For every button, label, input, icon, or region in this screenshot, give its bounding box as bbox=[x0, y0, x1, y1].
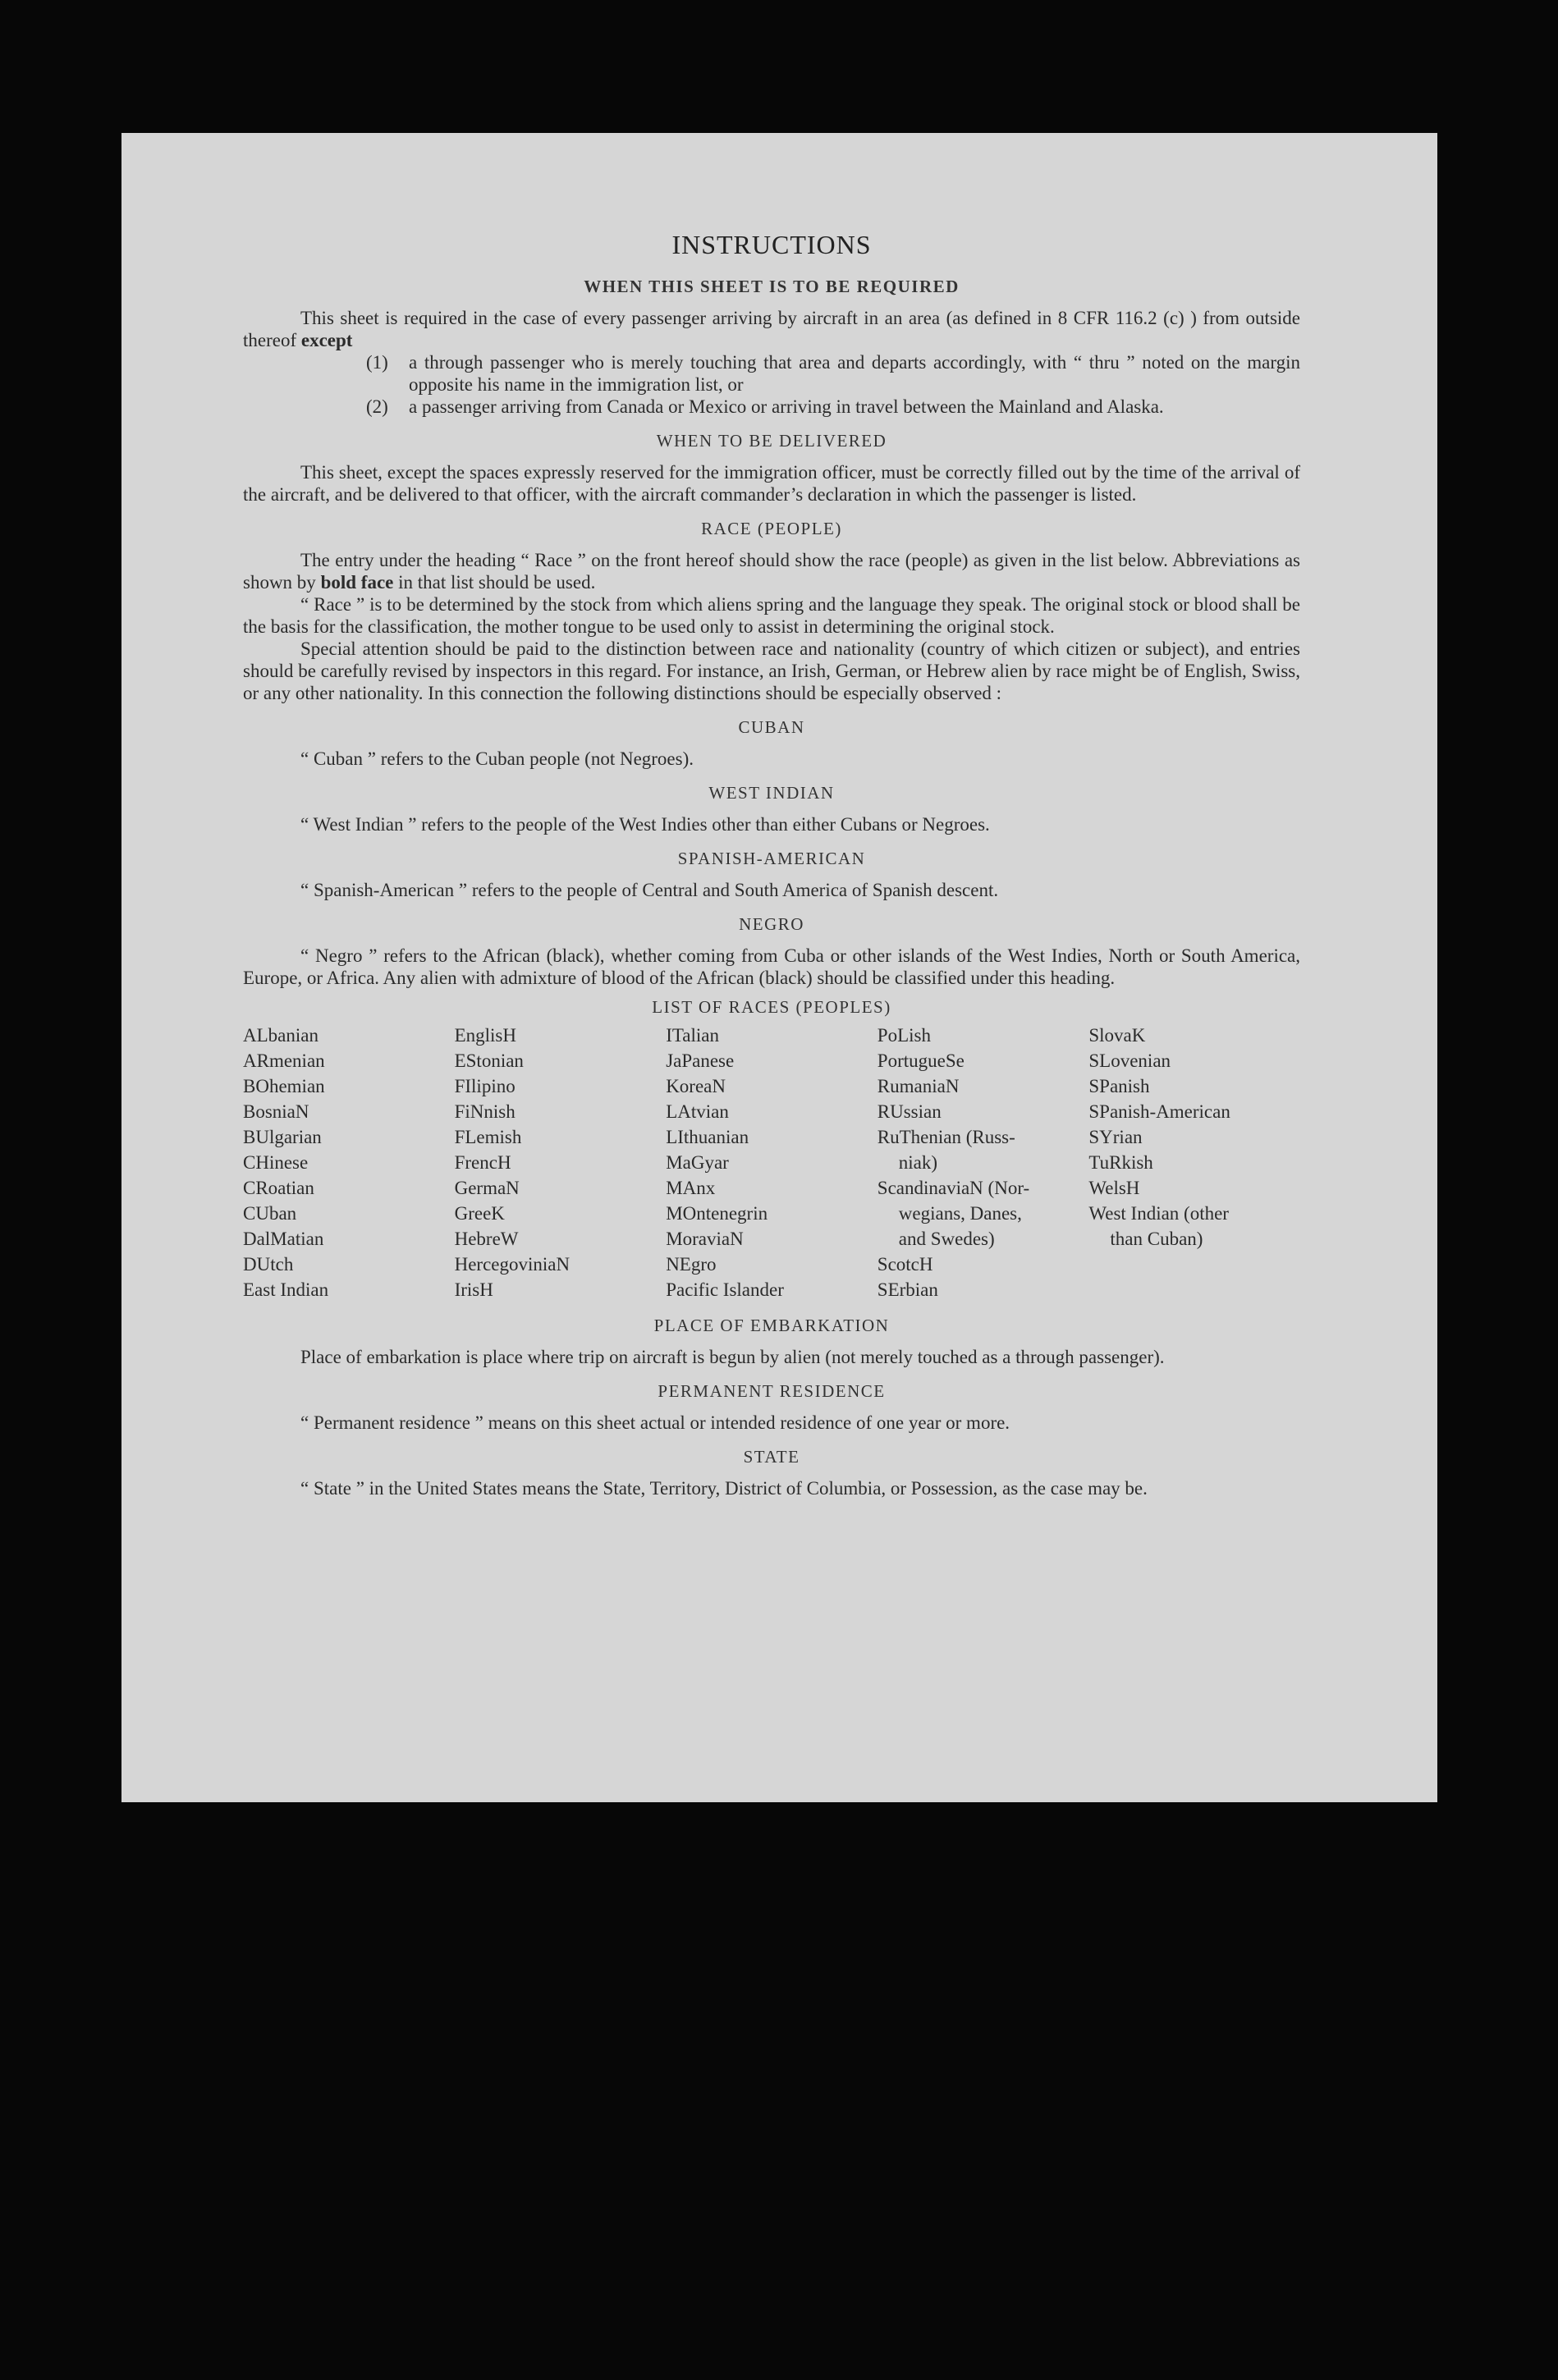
races-list bbox=[243, 1023, 1300, 1302]
exception-item: (1) a through passenger who is merely touching that area and departs accordingly, with “ thru ” noted on the margin opposite his name in the immigration list, or bbox=[366, 352, 1300, 395]
race-entry: ITalian bbox=[666, 1025, 719, 1046]
race-paragraph-3: Special attention should be paid to the distinction between race and nationality (country of which citizen or subject), and entries should be carefully revised by inspectors in this regard. For instance, an Irish, German, or Hebrew alien by race might be of English, Swiss, or any other nationality. In this connection the following distinctions should be especially observed : bbox=[243, 638, 1300, 703]
heading-negro: NEGRO bbox=[739, 914, 804, 934]
heading-embarkation: PLACE OF EMBARKATION bbox=[653, 1316, 890, 1335]
exception-item: (2) a passenger arriving from Canada or Mexico or arriving in travel between the Mainland and Alaska. bbox=[366, 396, 1164, 417]
races-column-1 bbox=[243, 1023, 455, 1302]
race-entry: FiNnish bbox=[454, 1101, 516, 1122]
race-entry: JaPanese bbox=[666, 1050, 735, 1071]
heading-spanish-american: SPANISH-AMERICAN bbox=[677, 849, 866, 868]
race-entry: SLovenian bbox=[1088, 1050, 1171, 1071]
heading-when-required: WHEN THIS SHEET IS TO BE REQUIRED bbox=[584, 277, 960, 296]
races-column-4 bbox=[878, 1023, 1089, 1302]
race-entry: BUlgarian bbox=[243, 1127, 322, 1147]
race-entry: CUban bbox=[243, 1203, 297, 1224]
race-entry: WelsH bbox=[1088, 1178, 1140, 1198]
race-entry: MAnx bbox=[666, 1178, 716, 1198]
races-column-2 bbox=[455, 1023, 667, 1302]
race-entry: DalMatian bbox=[243, 1229, 324, 1249]
race-entry: GreeK bbox=[454, 1203, 505, 1224]
race-paragraph-2: “ Race ” is to be determined by the stock from which aliens spring and the language they speak. The original stock or blood shall be the basis for the classification, the mother tongue to be used only to assist in determining the original stock. bbox=[243, 594, 1300, 637]
race-entry: CRoatian bbox=[243, 1178, 314, 1198]
heading-cuban: CUBAN bbox=[738, 717, 805, 737]
west-indian-text: “ West Indian ” refers to the people of the West Indies other than either Cubans or Negroes. bbox=[300, 814, 990, 835]
heading-when-delivered: WHEN TO BE DELIVERED bbox=[656, 431, 887, 451]
race-entry: MaGyar bbox=[666, 1152, 729, 1173]
embarkation-text: Place of embarkation is place where trip on aircraft is begun by alien (not merely touched as a through passenger). bbox=[300, 1347, 1165, 1367]
heading-race: RACE (PEOPLE) bbox=[701, 519, 842, 538]
race-entry: PortugueSe bbox=[877, 1050, 965, 1071]
race-entry: RuThenian (Russ- bbox=[877, 1127, 1015, 1147]
when-required-text: This sheet is required in the case of every passenger arriving by aircraft in an area (as defined in 8 CFR 116.2 (c) ) from outside thereof except bbox=[243, 308, 1300, 350]
race-entry: LAtvian bbox=[666, 1101, 729, 1122]
heading-permanent-residence: PERMANENT RESIDENCE bbox=[658, 1381, 886, 1401]
races-column-3 bbox=[666, 1023, 878, 1302]
race-entry: ALbanian bbox=[243, 1025, 318, 1046]
race-entry: EnglisH bbox=[454, 1025, 516, 1046]
race-entry: niak) bbox=[898, 1152, 938, 1173]
race-entry: wegians, Danes, bbox=[898, 1203, 1022, 1224]
race-entry: and Swedes) bbox=[898, 1229, 995, 1249]
race-entry: GermaN bbox=[454, 1178, 520, 1198]
race-entry: RumaniaN bbox=[877, 1076, 960, 1096]
race-entry: than Cuban) bbox=[1110, 1229, 1203, 1249]
race-entry: SPanish bbox=[1088, 1076, 1150, 1096]
except-bold: except bbox=[300, 330, 353, 350]
page-title: INSTRUCTIONS bbox=[671, 230, 872, 259]
exception-list bbox=[243, 351, 1300, 418]
race-entry: CHinese bbox=[243, 1152, 309, 1173]
race-entry: East Indian bbox=[243, 1279, 329, 1300]
race-entry: HercegoviniaN bbox=[454, 1254, 571, 1275]
race-entry: FIlipino bbox=[454, 1076, 516, 1096]
negro-text: “ Negro ” refers to the African (black), whether coming from Cuba or other islands of the West Indies, North or South America, Europe, or Africa. Any alien with admixture of blood of the African (black) should be classified under this heading. bbox=[243, 945, 1300, 988]
race-entry: SlovaK bbox=[1088, 1025, 1146, 1046]
race-entry: NEgro bbox=[666, 1254, 717, 1275]
heading-west-indian: WEST INDIAN bbox=[708, 783, 835, 803]
race-entry: ScandinaviaN (Nor- bbox=[877, 1178, 1030, 1198]
race-entry: RUssian bbox=[877, 1101, 942, 1122]
race-entry: West Indian (other bbox=[1088, 1203, 1229, 1224]
race-entry: IrisH bbox=[454, 1279, 493, 1300]
race-entry: Pacific Islander bbox=[666, 1279, 784, 1300]
race-paragraph-1: The entry under the heading “ Race ” on the front hereof should show the race (people) as given in the list below. Abbreviations as shown by bold face in that list should be used. bbox=[243, 550, 1300, 593]
race-entry: SYrian bbox=[1088, 1127, 1143, 1147]
spanish-american-text: “ Spanish-American ” refers to the people of Central and South America of Spanish descent. bbox=[300, 880, 999, 900]
heading-state: STATE bbox=[743, 1447, 800, 1467]
races-column-5 bbox=[1088, 1023, 1300, 1302]
race-entry: ARmenian bbox=[243, 1050, 325, 1071]
when-delivered-text: This sheet, except the spaces expressly reserved for the immigration officer, must be correctly filled out by the time of the arrival of the aircraft, and be delivered to that officer, with the aircraft commander’s declaration in which the passenger is listed. bbox=[243, 462, 1300, 505]
race-entry: LIthuanian bbox=[666, 1127, 749, 1147]
race-entry: BosniaN bbox=[243, 1101, 309, 1122]
race-entry: MoraviaN bbox=[666, 1229, 744, 1249]
permanent-residence-text: “ Permanent residence ” means on this sheet actual or intended residence of one year or more. bbox=[300, 1412, 1010, 1433]
race-entry: SErbian bbox=[877, 1279, 938, 1300]
race-entry: EStonian bbox=[454, 1050, 524, 1071]
document-sheet bbox=[121, 133, 1437, 1802]
race-entry: TuRkish bbox=[1088, 1152, 1153, 1173]
race-entry: KoreaN bbox=[666, 1076, 726, 1096]
race-entry: SPanish-American bbox=[1088, 1101, 1230, 1122]
race-entry: PoLish bbox=[877, 1025, 931, 1046]
race-entry: BOhemian bbox=[243, 1076, 325, 1096]
race-entry: FLemish bbox=[454, 1127, 522, 1147]
race-entry: DUtch bbox=[243, 1254, 294, 1275]
instructions-content bbox=[243, 230, 1300, 1499]
race-entry: HebreW bbox=[454, 1229, 519, 1249]
race-entry: MOntenegrin bbox=[666, 1203, 768, 1224]
heading-list-of-races: LIST OF RACES (PEOPLES) bbox=[652, 997, 891, 1017]
race-entry: ScotcH bbox=[877, 1254, 933, 1275]
state-text: “ State ” in the United States means the State, Territory, District of Columbia, or Possession, as the case may be. bbox=[300, 1478, 1148, 1499]
race-entry: FrencH bbox=[454, 1152, 511, 1173]
cuban-text: “ Cuban ” refers to the Cuban people (not Negroes). bbox=[300, 748, 694, 769]
